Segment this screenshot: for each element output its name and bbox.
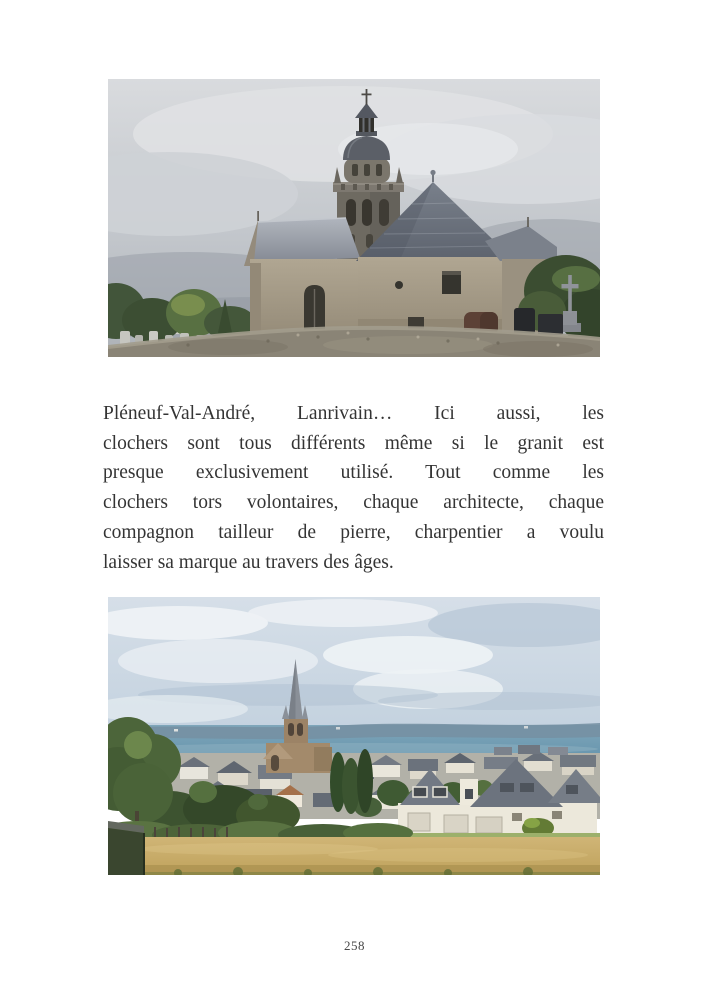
- paragraph-line: presque exclusivement utilisé. Tout comme les: [103, 462, 604, 484]
- paragraph-line: Pléneuf-Val-André, Lanrivain… Ici aussi, les: [103, 403, 604, 424]
- paragraph-line: clochers tors volontaires, chaque architecte, chaque: [103, 492, 604, 514]
- town-photo-graphic: [108, 597, 600, 875]
- paragraph-line: laisser sa marque au travers des âges.: [103, 551, 394, 573]
- garden-shed: [108, 821, 144, 875]
- church-photo-graphic: [108, 79, 600, 357]
- wheat-field: [108, 837, 600, 875]
- body-paragraph: [103, 399, 604, 577]
- town-photo: [108, 597, 600, 875]
- paragraph-line: compagnon tailleur de pierre, charpentier a voulu: [103, 521, 604, 543]
- poplar-trees: [330, 749, 373, 814]
- paragraph-line: clochers sont tous différents même si le granit est: [103, 432, 604, 454]
- church-photo: [108, 79, 600, 357]
- page-number: 258: [344, 938, 365, 953]
